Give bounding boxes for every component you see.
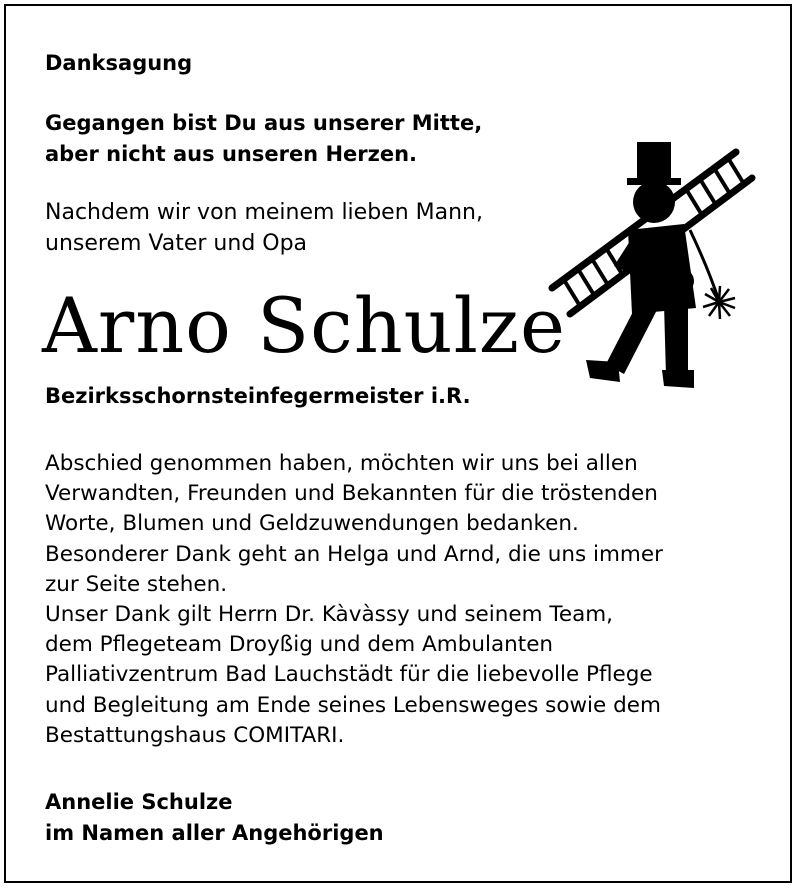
chimney-sweep-icon — [540, 138, 780, 398]
deceased-name: Arno Schulze — [42, 281, 566, 370]
intro-line: Nachdem wir von meinem lieben Mann, — [45, 200, 483, 225]
body-line: Bestattungshaus COMITARI. — [45, 722, 345, 748]
signature-subtitle: im Namen aller Angehörigen — [45, 821, 384, 845]
body-line: dem Pflegeteam Droyßig und dem Ambulanten — [45, 632, 554, 658]
thanks-body — [45, 449, 663, 751]
body-line: Worte, Blumen und Geldzuwendungen bedanken. — [45, 511, 579, 537]
body-line: zur Seite stehen. — [45, 571, 228, 597]
intro-text — [45, 197, 483, 259]
body-line: Abschied genommen haben, möchten wir uns bei allen — [45, 451, 638, 476]
body-line: Verwandten, Freunden und Bekannten für die tröstenden — [45, 481, 658, 507]
intro-line: unserem Vater und Opa — [45, 231, 308, 256]
motto — [45, 108, 482, 170]
motto-line: aber nicht aus unseren Herzen. — [45, 142, 418, 166]
heading: Danksagung — [45, 51, 193, 75]
deceased-title: Bezirksschornsteinfegermeister i.R. — [45, 384, 471, 408]
body-line: und Begleitung am Ende seines Lebensweges sowie dem — [45, 692, 661, 718]
signature — [45, 787, 384, 849]
motto-line: Gegangen bist Du aus unserer Mitte, — [45, 111, 483, 135]
body-line: Besonderer Dank geht an Helga und Arnd, die uns immer — [45, 541, 663, 567]
signature-name: Annelie Schulze — [45, 790, 233, 814]
body-line: Unser Dank gilt Herrn Dr. Kàvàssy und seinem Team, — [45, 602, 614, 628]
body-line: Palliativzentrum Bad Lauchstädt für die liebevolle Pflege — [45, 662, 653, 688]
